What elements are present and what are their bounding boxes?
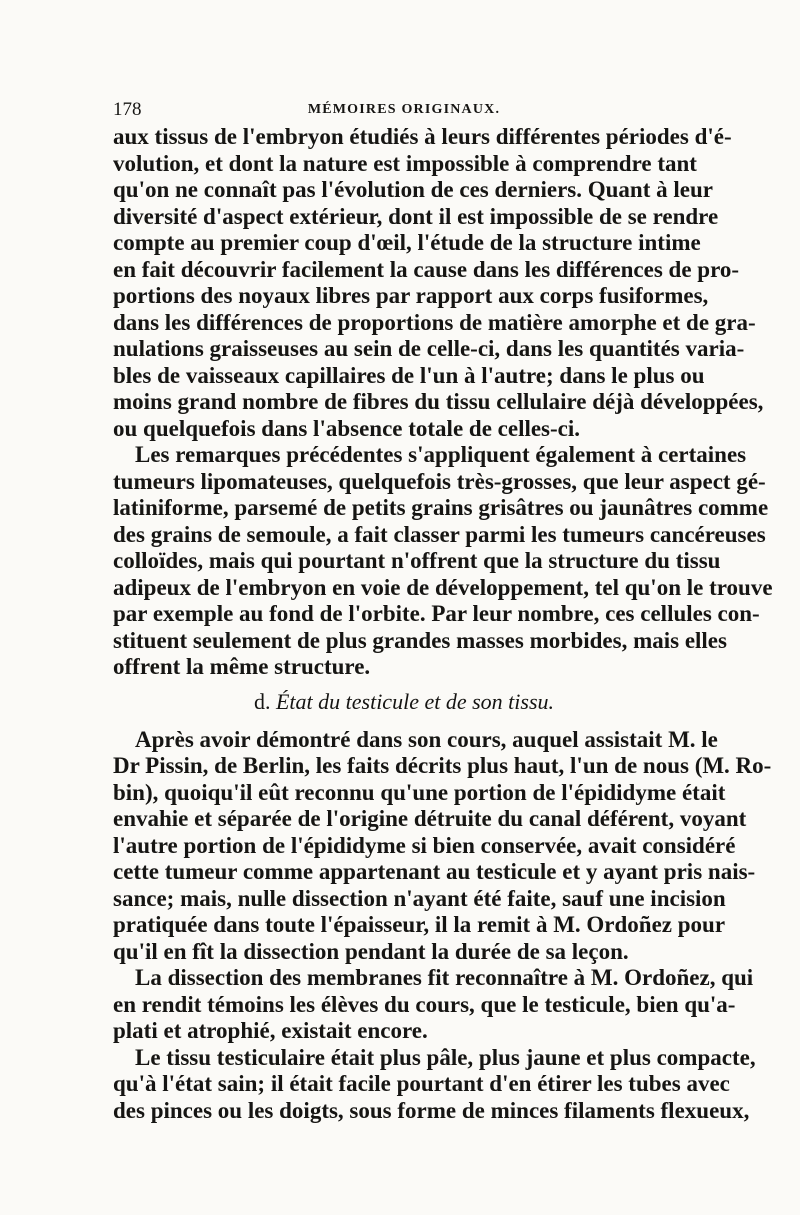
text-line: moins grand nombre de fibres du tissu cellulaire déjà développées, bbox=[113, 389, 764, 414]
text-line: Les remarques précédentes s'appliquent également à certaines bbox=[135, 442, 747, 467]
body-text-before-heading bbox=[113, 124, 773, 681]
text-line: qu'à l'état sain; il était facile pourtant d'en étirer les tubes avec bbox=[113, 1071, 730, 1096]
text-line: qu'on ne connaît pas l'évolution de ces derniers. Quant à leur bbox=[113, 177, 713, 202]
running-title: MÉMOIRES ORIGINAUX. bbox=[307, 102, 501, 117]
text-line: stituent seulement de plus grandes masses morbides, mais elles bbox=[113, 627, 727, 653]
text-line: envahie et séparée de l'origine détruite du canal déférent, voyant bbox=[113, 806, 747, 831]
text-line: tumeurs lipomateuses, quelquefois très-grosses, que leur aspect gé- bbox=[113, 468, 766, 494]
section-letter: d. bbox=[253, 688, 271, 714]
text-line: cette tumeur comme appartenant au testicule et y ayant pris nais- bbox=[113, 859, 756, 884]
page-number: 178 bbox=[113, 99, 142, 120]
body-text-after-heading bbox=[113, 726, 772, 1125]
text-line: La dissection des membranes fit reconnaître à M. Ordoñez, qui bbox=[135, 965, 754, 990]
text-line: qu'il en fît la dissection pendant la durée de sa leçon. bbox=[113, 938, 629, 964]
running-head bbox=[113, 96, 695, 124]
paragraph bbox=[113, 1044, 756, 1125]
text-line: compte au premier coup d'œil, l'étude de la structure intime bbox=[113, 230, 701, 255]
paragraph bbox=[113, 124, 764, 442]
text-line: Après avoir démontré dans son cours, auquel assistait M. le bbox=[135, 726, 718, 752]
text-line: en rendit témoins les élèves du cours, que le testicule, bien qu'a- bbox=[113, 991, 736, 1017]
text-line: bin), quoiqu'il eût reconnu qu'une portion de l'épididyme était bbox=[113, 779, 726, 805]
text-line: plati et atrophié, existait encore. bbox=[113, 1018, 428, 1043]
text-line: adipeux de l'embryon en voie de développement, tel qu'on le trouve bbox=[113, 574, 773, 600]
text-line: nulations graisseuses au sein de celle-ci, dans les quantités varia- bbox=[113, 336, 745, 361]
paragraph bbox=[113, 726, 772, 966]
book-page bbox=[113, 96, 773, 1124]
text-line: bles de vaisseaux capillaires de l'un à l'autre; dans le plus ou bbox=[113, 362, 705, 388]
text-line: par exemple au fond de l'orbite. Par leur nombre, ces cellules con- bbox=[113, 601, 760, 626]
text-line: l'autre portion de l'épididyme si bien conservée, avait considéré bbox=[113, 832, 736, 858]
section-title: État du testicule et de son tissu. bbox=[275, 688, 555, 714]
text-line: Le tissu testiculaire était plus pâle, plus jaune et plus compacte, bbox=[135, 1044, 756, 1070]
text-line: aux tissus de l'embryon étudiés à leurs différentes périodes d'é- bbox=[113, 124, 732, 149]
section-heading bbox=[113, 681, 695, 727]
text-line: volution, et dont la nature est impossible à comprendre tant bbox=[113, 150, 697, 176]
text-line: sance; mais, nulle dissection n'ayant été faite, sauf une incision bbox=[113, 885, 726, 911]
text-line: des pinces ou les doigts, sous forme de minces filaments flexueux, bbox=[113, 1097, 750, 1123]
text-line: dans les différences de proportions de matière amorphe et de gra- bbox=[113, 309, 756, 335]
text-line: ou quelquefois dans l'absence totale de celles-ci. bbox=[113, 415, 581, 441]
text-line: colloïdes, mais qui pourtant n'offrent que la structure du tissu bbox=[113, 548, 721, 573]
text-line: offrent la même structure. bbox=[113, 654, 371, 679]
text-line: des grains de semoule, a fait classer parmi les tumeurs cancéreuses bbox=[113, 521, 766, 547]
text-line: pratiquée dans toute l'épaisseur, il la remit à M. Ordoñez pour bbox=[113, 912, 726, 937]
text-line: en fait découvrir facilement la cause dans les différences de pro- bbox=[113, 256, 740, 282]
paragraph bbox=[113, 965, 754, 1045]
paragraph bbox=[113, 442, 773, 681]
text-line: portions des noyaux libres par rapport aux corps fusiformes, bbox=[113, 283, 709, 308]
text-line: diversité d'aspect extérieur, dont il est impossible de se rendre bbox=[113, 203, 719, 229]
text-line: Dr Pissin, de Berlin, les faits décrits plus haut, l'un de nous (M. Ro- bbox=[113, 753, 772, 778]
text-line: latiniforme, parsemé de petits grains grisâtres ou jaunâtres comme bbox=[113, 495, 769, 520]
